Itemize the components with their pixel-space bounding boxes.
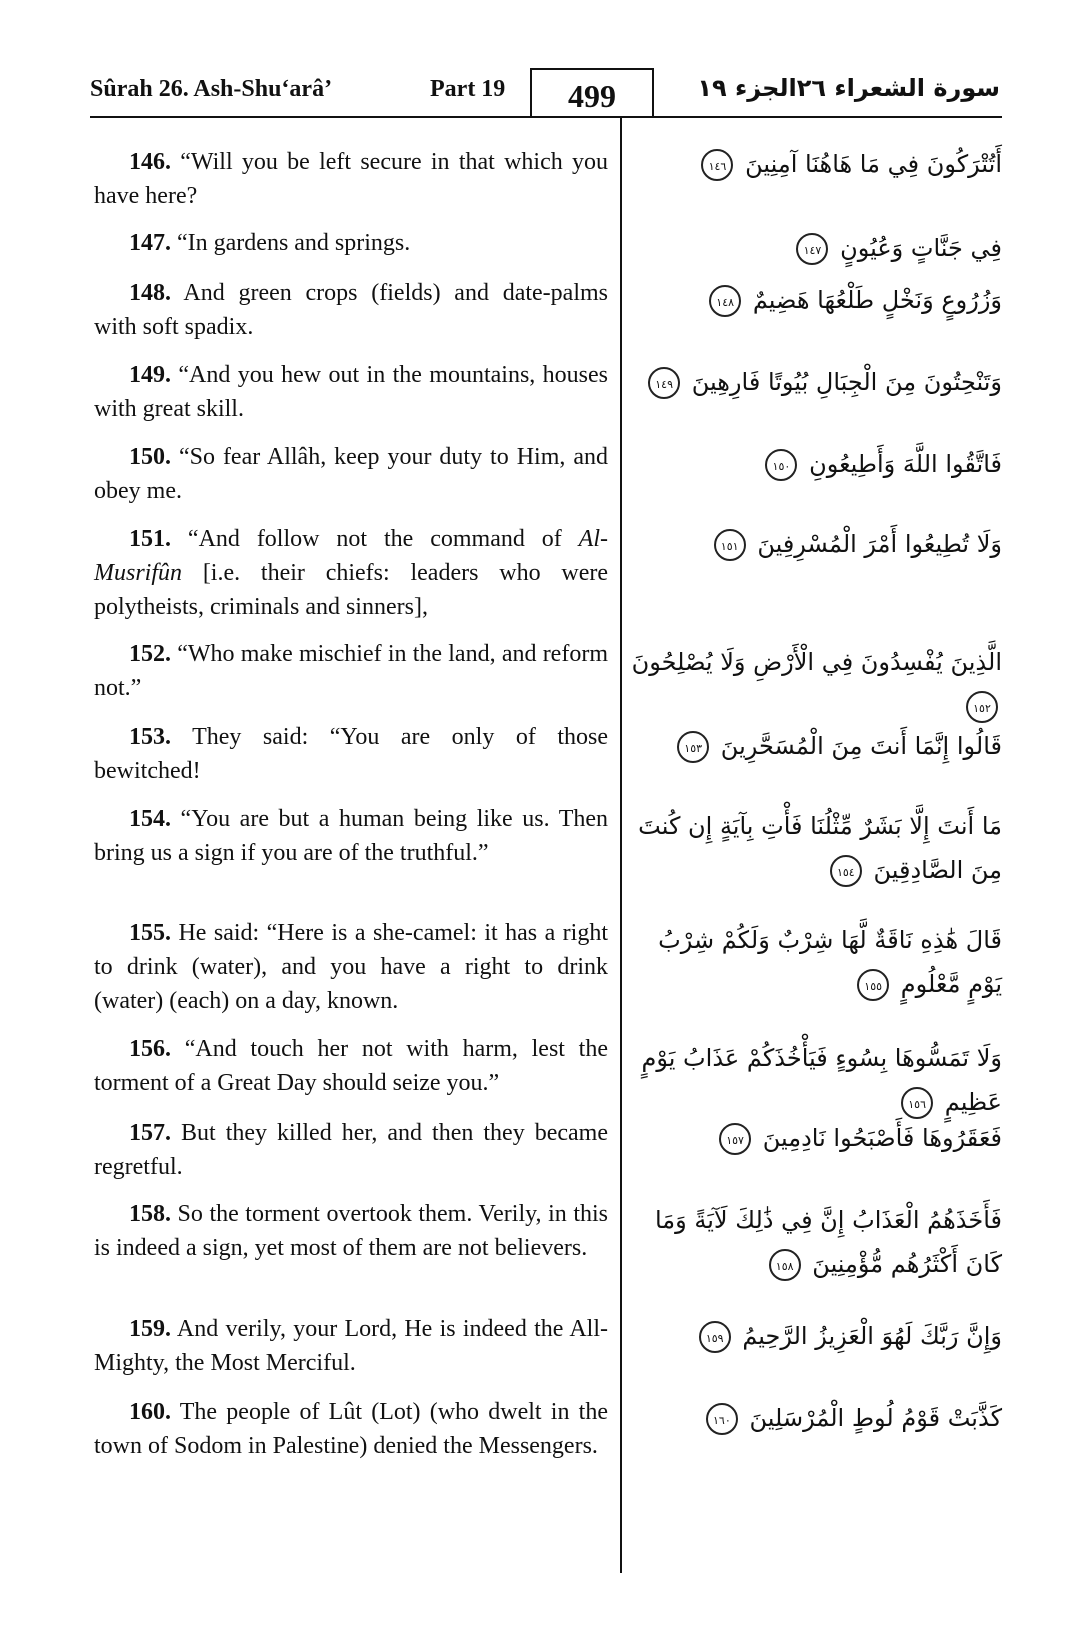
ayah-marker: ١٥٩ [699, 1321, 731, 1353]
verse-151-ar: وَلَا تُطِيعُوا أَمْرَ الْمُسْرِفِينَ ١٥١ [630, 522, 1002, 566]
ayah-marker: ١٤٦ [701, 149, 733, 181]
verse-157-ar: فَعَقَرُوهَا فَأَصْبَحُوا نَادِمِينَ ١٥٧ [630, 1116, 1002, 1160]
verse-155-ar: قَالَ هَٰذِهِ نَاقَةٌ لَّهَا شِرْبٌ وَلَكُمْ شِرْبُ يَوْمٍ مَّعْلُومٍ ١٥٥ [630, 918, 1002, 1006]
verse-153-ar: قَالُوا إِنَّمَا أَنتَ مِنَ الْمُسَحَّرِينَ ١٥٣ [630, 724, 1002, 768]
verse-159-en: 159. And verily, your Lord, He is indeed the All-Mighty, the Most Merciful. [94, 1316, 608, 1376]
column-divider [620, 118, 622, 1573]
verse-147-ar: فِي جَنَّاتٍ وَعُيُونٍ ١٤٧ [630, 226, 1002, 270]
verse-146-en: 146. “Will you be left secure in that which you have here? [94, 149, 608, 209]
ayah-marker: ١٤٨ [709, 285, 741, 317]
ayah-marker: ١٥٤ [830, 855, 862, 887]
verse-160-en: 160. The people of Lût (Lot) (who dwelt in the town of Sodom in Palestine) denied the Messengers. [94, 1399, 608, 1459]
ayah-marker: ١٥٠ [765, 449, 797, 481]
verse-150-en: 150. “So fear Allâh, keep your duty to Him, and obey me. [94, 444, 608, 504]
verse-147-en: 147. “In gardens and springs. [129, 230, 411, 256]
ayah-marker: ١٦٠ [706, 1403, 738, 1435]
verse-153-en: 153. They said: “You are only of those bewitched! [94, 724, 608, 784]
part-label: Part 19 [430, 76, 506, 102]
page-header [90, 70, 1000, 118]
verse-151-en: 151. “And follow not the command of Al-Musrifûn [i.e. their chiefs: leaders who were polytheists, criminals and sinners], [94, 526, 608, 620]
juz-label-arabic: الجزء ١٩ [697, 74, 797, 102]
page-number: 499 [530, 68, 654, 118]
verse-146-ar: أَتُتْرَكُونَ فِي مَا هَاهُنَا آمِنِينَ ١٤٦ [630, 142, 1002, 186]
surah-title: Sûrah 26. Ash-Shu‘arâ’ [90, 76, 333, 102]
ayah-marker: ١٥٢ [966, 691, 998, 723]
verse-150-ar: فَاتَّقُوا اللَّهَ وَأَطِيعُونِ ١٥٠ [630, 442, 1002, 486]
ayah-marker: ١٥٣ [677, 731, 709, 763]
verse-152-ar: الَّذِينَ يُفْسِدُونَ فِي الْأَرْضِ وَلَا يُصْلِحُونَ ١٥٢ [630, 640, 1002, 728]
verse-152-en: 152. “Who make mischief in the land, and reform not.” [94, 641, 608, 701]
ayah-marker: ١٥٨ [769, 1249, 801, 1281]
verse-155-en: 155. He said: “Here is a she-camel: it has a right to drink (water), and you have a right to drink (water) (each) on a day, known. [94, 920, 608, 1014]
surah-title-arabic: سورة الشعراء ٢٦ [796, 74, 1000, 102]
verse-154-en: 154. “You are but a human being like us. Then bring us a sign if you are of the truthful.” [94, 806, 608, 866]
ayah-marker: ١٤٧ [796, 233, 828, 265]
verse-158-en: 158. So the torment overtook them. Verily, in this is indeed a sign, yet most of them are not believers. [94, 1201, 608, 1261]
verse-158-ar: فَأَخَذَهُمُ الْعَذَابُ إِنَّ فِي ذَٰلِكَ لَآيَةً وَمَا كَانَ أَكْثَرُهُم مُّؤْمِنِينَ ١٥٨ [630, 1198, 1002, 1286]
verse-148-ar: وَزُرُوعٍ وَنَخْلٍ طَلْعُهَا هَضِيمٌ ١٤٨ [630, 278, 1002, 322]
verse-156-en: 156. “And touch her not with harm, lest the torment of a Great Day should seize you.” [94, 1036, 608, 1096]
verse-159-ar: وَإِنَّ رَبَّكَ لَهُوَ الْعَزِيزُ الرَّحِيمُ ١٥٩ [630, 1314, 1002, 1358]
ayah-marker: ١٤٩ [648, 367, 680, 399]
verse-154-ar: مَا أَنتَ إِلَّا بَشَرٌ مِّثْلُنَا فَأْتِ بِآيَةٍ إِن كُنتَ مِنَ الصَّادِقِينَ ١٥٤ [630, 804, 1002, 892]
verse-149-ar: وَتَنْحِتُونَ مِنَ الْجِبَالِ بُيُوتًا فَارِهِينَ ١٤٩ [630, 360, 1002, 404]
ayah-marker: ١٥٧ [719, 1123, 751, 1155]
header-rule [90, 116, 1002, 118]
ayah-marker: ١٥٦ [901, 1087, 933, 1119]
verse-156-ar: وَلَا تَمَسُّوهَا بِسُوءٍ فَيَأْخُذَكُمْ عَذَابُ يَوْمٍ عَظِيمٍ ١٥٦ [630, 1036, 1002, 1124]
ayah-marker: ١٥١ [714, 529, 746, 561]
arabic-header [627, 74, 1000, 102]
verse-160-ar: كَذَّبَتْ قَوْمُ لُوطٍ الْمُرْسَلِينَ ١٦٠ [630, 1396, 1002, 1440]
verse-157-en: 157. But they killed her, and then they became regretful. [94, 1120, 608, 1180]
ayah-marker: ١٥٥ [857, 969, 889, 1001]
verse-149-en: 149. “And you hew out in the mountains, houses with great skill. [94, 362, 608, 422]
verse-148-en: 148. And green crops (fields) and date-palms with soft spadix. [94, 280, 608, 340]
